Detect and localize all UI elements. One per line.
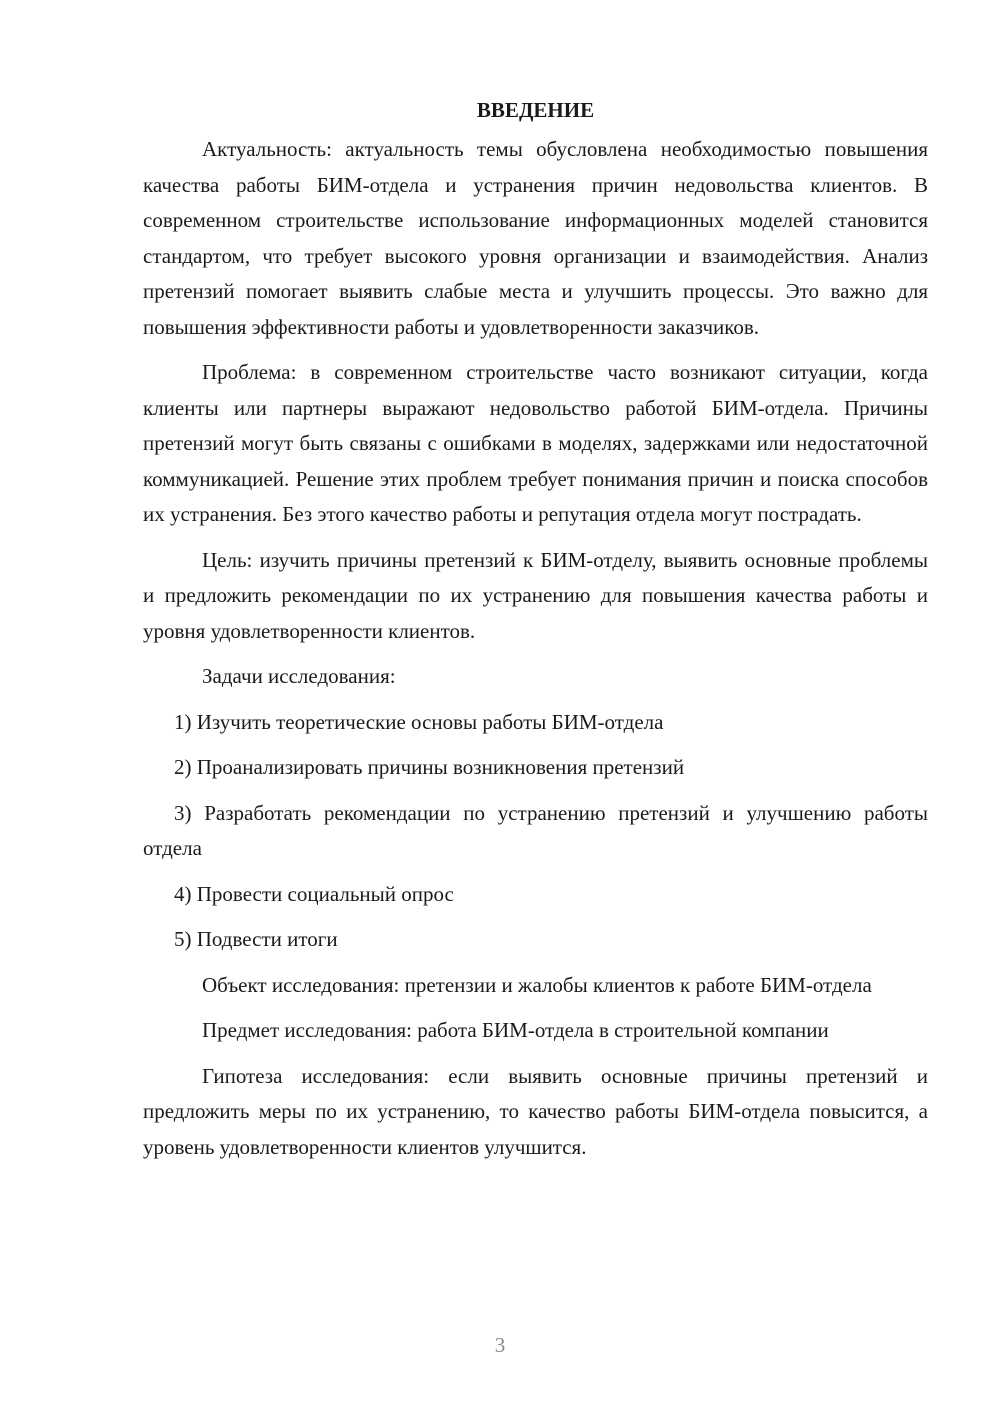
list-item: 5) Подвести итоги	[174, 927, 338, 951]
list-item: 2) Проанализировать причины возникновения претензий	[174, 755, 685, 779]
tasks-heading: Задачи исследования:	[202, 664, 396, 688]
page-number: 3	[494, 1333, 506, 1357]
page-title: ВВЕДЕНИЕ	[476, 98, 595, 122]
document-page	[143, 92, 928, 1175]
paragraph-subject: Предмет исследования: работа БИМ-отдела в строительной компании	[202, 1018, 829, 1042]
paragraph-object: Объект исследования: претензии и жалобы клиентов к работе БИМ-отдела	[202, 972, 872, 997]
paragraph-relevance: Актуальность: актуальность темы обусловлена необходимостью повышения качества работы БИМ-отдела и устранения причин недовольства клиентов. В современном строительстве использование информационных моделей становится стандартом, что требует высокого уровня организации и взаимодействия. Анализ претензий помогает выявить слабые места и улучшить процессы. Это важно для повышения эффективности работы и удовлетворенности заказчиков.	[143, 137, 928, 339]
list-item: 4) Провести социальный опрос	[174, 881, 454, 906]
tasks-list	[143, 705, 928, 958]
paragraph-goal: Цель: изучить причины претензий к БИМ-отделу, выявить основные проблемы и предложить рекомендации по их устранению для повышения качества работы и уровня удовлетворенности клиентов.	[143, 547, 928, 643]
paragraph-hypothesis: Гипотеза исследования: если выявить основные причины претензий и предложить меры по их устранению, то качество работы БИМ-отдела повысится, а уровень удовлетворенности клиентов улучшится.	[143, 1063, 928, 1159]
list-item: 1) Изучить теоретические основы работы БИМ-отдела	[174, 709, 664, 734]
list-item: 3) Разработать рекомендации по устранению претензий и улучшению работы отдела	[143, 800, 928, 860]
paragraph-problem: Проблема: в современном строительстве часто возникают ситуации, когда клиенты или партнеры выражают недовольство работой БИМ-отдела. Причины претензий могут быть связаны с ошибками в моделях, задержками или недостаточной коммуникацией. Решение этих проблем требует понимания причин и поиска способов их устранения. Без этого качество работы и репутация отдела могут пострадать.	[143, 360, 928, 526]
